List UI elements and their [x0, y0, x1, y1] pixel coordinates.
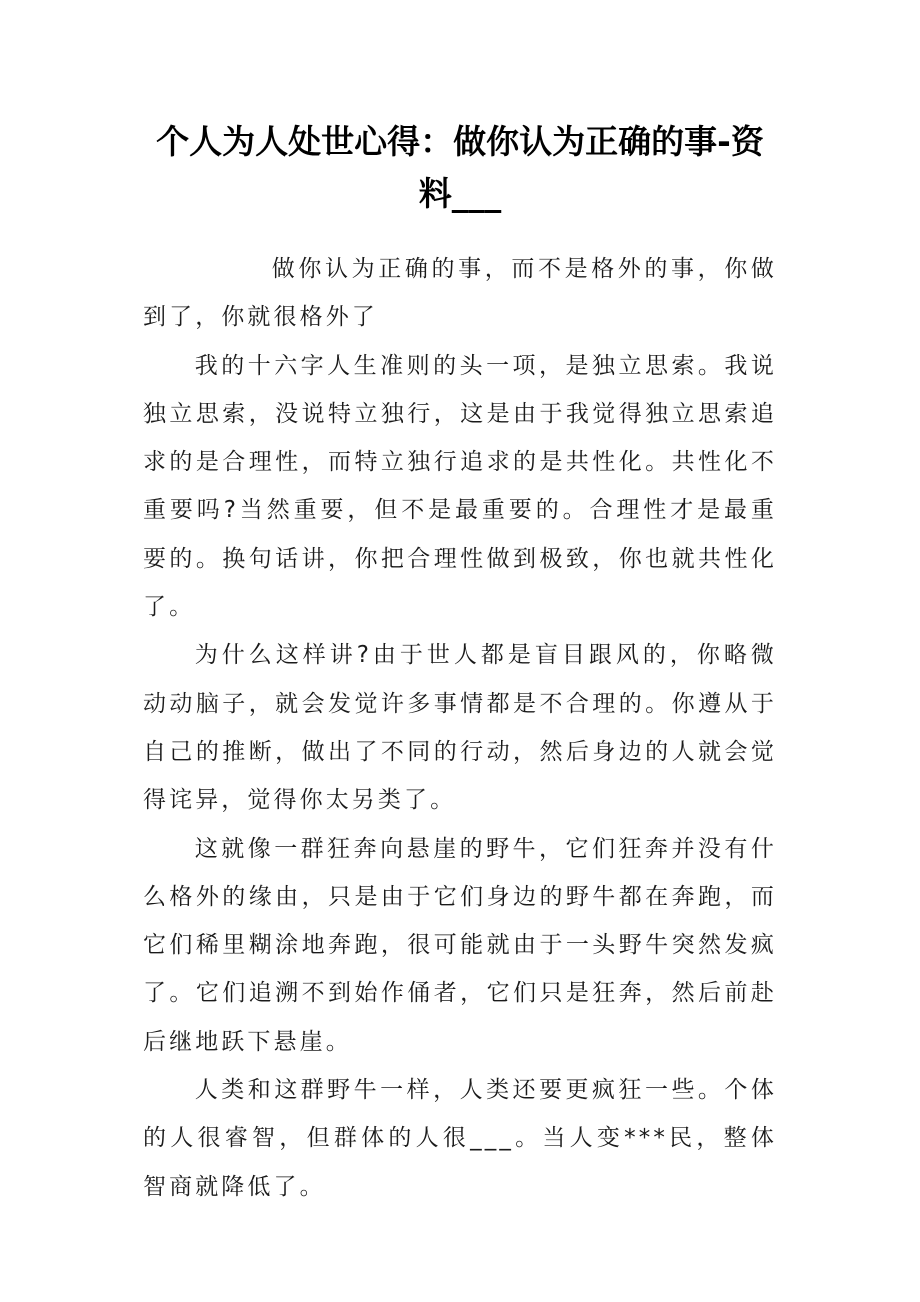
paragraph-wild-buffalo: 这就像一群狂奔向悬崖的野牛，它们狂奔并没有什么格外的缘由，只是由于它们身边的野牛都在奔跑，而它们稀里糊涂地奔跑，很可能就由于一头野牛突然发疯了。它们追溯不到始作俑者，它们只是狂奔，然后前赴后继地跃下悬崖。	[143, 835, 777, 1055]
paragraph-humans: 人类和这群野牛一样，人类还要更疯狂一些。个体的人很睿智，但群体的人很___。当人变***民，整体智商就降低了。	[143, 1077, 777, 1200]
paragraph-why: 为什么这样讲?由于世人都是盲目跟风的，你略微动动脑子，就会发觉许多事情都是不合理的。你遵从于自己的推断，做出了不同的行动，然后身边的人就会觉得诧异，觉得你太另类了。	[143, 642, 777, 814]
document-body	[143, 245, 777, 1211]
paragraph-intro: 做你认为正确的事，而不是格外的事，你做到了，你就很格外了	[143, 256, 777, 331]
paragraph-independent-thinking: 我的十六字人生准则的头一项，是独立思索。我说独立思索，没说特立独行，这是由于我觉得独立思索追求的是合理性，而特立独行追求的是共性化。共性化不重要吗?当然重要，但不是最重要的。合理性才是最重要的。换句话讲，你把合理性做到极致，你也就共性化了。	[143, 352, 777, 621]
document-title: 个人为人处世心得：做你认为正确的事-资料___	[156, 122, 764, 213]
